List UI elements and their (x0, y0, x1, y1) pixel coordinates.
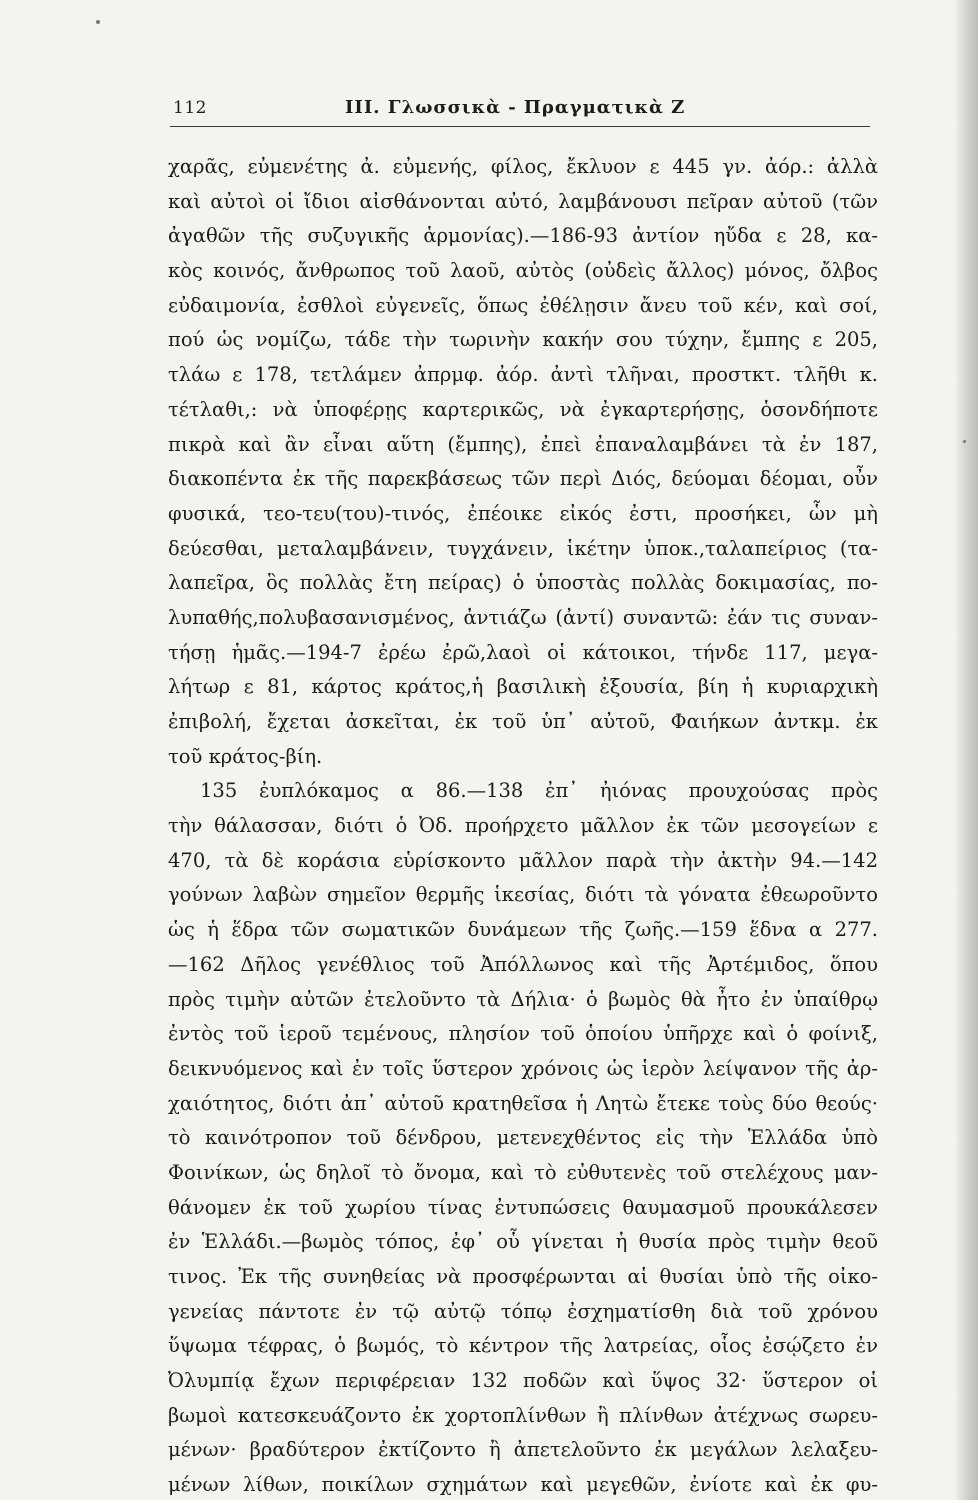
text-line: βωμοὶ κατεσκευάζοντο ἐκ χορτοπλίνθων ἢ πλίνθων ἀτέχνως σωρευ- (168, 1403, 878, 1427)
text-line: εὐδαιμονία, ἐσθλοὶ εὐγενεῖς, ὅπως ἐθέλῃσιν ἄνευ τοῦ κέν, καὶ σοί, (168, 293, 878, 317)
paper-speck (96, 20, 100, 24)
running-head: III. Γλωσσικὰ - Πραγματικὰ Ζ (345, 97, 686, 118)
text-line: —162 Δῆλος γενέθλιος τοῦ Ἀπόλλωνος καὶ τῆς Ἀρτέμιδος, ὅπου (168, 952, 878, 976)
text-line: χαιότητος, διότι ἀπ᾽ αὐτοῦ κρατηθεῖσα ἡ Λητὼ ἔτεκε τοὺς δύο θεούς· (168, 1091, 878, 1115)
text-line: γενείας πάντοτε ἐν τῷ αὐτῷ τόπῳ ἐσχηματίσθη διὰ τοῦ χρόνου (168, 1299, 878, 1323)
text-line: τήσῃ ἡμᾶς.—194-7 ἐρέω ἐρῶ,λαοὶ οἱ κάτοικοι, τήνδε 117, μεγα- (168, 640, 878, 664)
text-line: ὕψωμα τέφρας, ὁ βωμός, τὸ κέντρον τῆς λατρείας, οἷος ἐσῴζετο ἐν (168, 1334, 878, 1358)
text-line: ἀγαθῶν τῆς συζυγικῆς ἁρμονίας).—186-93 ἀντίον ηὔδα ε 28, κα- (168, 224, 878, 248)
text-line: τλάω ε 178, τετλάμεν ἀπρμφ. ἀόρ. ἀντὶ τλῆναι, προστκτ. τλῆθι κ. (168, 363, 878, 387)
text-line: λυπαθής,πολυβασανισμένος, ἀντιάζω (ἀντί) συναντῶ: ἐάν τις συναν- (168, 605, 878, 629)
commentary-text (168, 150, 878, 1503)
text-line: μένων· βραδύτερον ἐκτίζοντο ἢ ἀπετελοῦντο ἐκ μεγάλων λελαξευ- (168, 1438, 878, 1462)
text-line: 470, τὰ δὲ κοράσια εὑρίσκοντο μᾶλλον παρὰ τὴν ἀκτὴν 94.—142 (168, 848, 878, 872)
text-line: δεικνυόμενος καὶ ἐν τοῖς ὕστερον χρόνοις ὡς ἱερὸν λείψανον τῆς ἀρ- (168, 1056, 878, 1080)
text-line: μένων λίθων, ποικίλων σχημάτων καὶ μεγεθῶν, ἐνίοτε καὶ ἐκ φυ- (168, 1473, 878, 1497)
text-line: λαπεῖρα, ὃς πολλὰς ἔτη πείρας) ὁ ὑποστὰς πολλὰς δοκιμασίας, πο- (168, 571, 878, 595)
text-line-paragraph-end: τοῦ κράτος-βίη. (168, 744, 323, 768)
text-line: φυσικά, τεο-τευ(του)-τινός, ἐπέοικε εἰκός ἐστι, προσήκει, ὧν μὴ (168, 501, 878, 525)
page-header (0, 92, 978, 126)
text-line: πρὸς τιμὴν αὐτῶν ἐτελοῦντο τὰ Δήλια· ὁ βωμὸς θὰ ἦτο ἐν ὑπαίθρῳ (168, 987, 878, 1011)
text-line: τινος. Ἐκ τῆς συνηθείας νὰ προσφέρωνται αἱ θυσίαι ὑπὸ τῆς οἰκο- (168, 1265, 878, 1288)
text-line-paragraph-start: 135 ἐυπλόκαμος α 86.—138 ἐπ᾽ ἠιόνας προυχούσας πρὸς (200, 779, 878, 803)
text-line: Ὀλυμπίᾳ ἔχων περιφέρειαν 132 ποδῶν καὶ ὕψος 32· ὕστερον οἱ (168, 1369, 878, 1393)
text-line: διακοπέντα ἐκ τῆς παρεκβάσεως τῶν περὶ Διός, δεύομαι δέομαι, οὖν (168, 467, 878, 491)
paper-speck (963, 440, 966, 443)
text-line: ἐν Ἑλλάδι.—βωμὸς τόπος, ἐφ᾽ οὗ γίνεται ἡ θυσία πρὸς τιμὴν θεοῦ (168, 1230, 878, 1254)
text-line: τέτλαθι,: νὰ ὑποφέρῃς καρτερικῶς, νὰ ἐγκαρτερήσῃς, ὁσονδήποτε (168, 397, 878, 421)
text-line: πού ὡς νομίζω, τάδε τὴν τωρινὴν κακήν σου τύχην, ἔμπης ε 205, (168, 328, 878, 352)
text-line: πικρὰ καὶ ἂν εἶναι αὕτη (ἔμπης), ἐπεὶ ἐπαναλαμβάνει τὰ ἐν 187, (168, 432, 878, 456)
text-line: τὸ καινότροπον τοῦ δένδρου, μετενεχθέντος εἰς τὴν Ἑλλάδα ὑπὸ (168, 1126, 878, 1150)
header-rule (170, 126, 870, 127)
text-line: χαρᾶς, εὐμενέτης ἀ. εὐμενής, φίλος, ἔκλυον ε 445 γν. ἀόρ.: ἀλλὰ (168, 155, 878, 178)
text-line: ἐντὸς τοῦ ἱεροῦ τεμένους, πλησίον τοῦ ὁποίου ὑπῆρχε καὶ ὁ φοίνιξ, (168, 1022, 878, 1046)
text-line: τὴν θάλασσαν, διότι ὁ Ὀδ. προήρχετο μᾶλλον ἐκ τῶν μεσογείων ε (168, 814, 878, 838)
text-line: ἐπιβολή, ἔχεται ἀσκεῖται, ἐκ τοῦ ὑπ᾽ αὐτοῦ, Φαιήκων ἀντκμ. ἐκ (168, 710, 878, 733)
text-line: θάνομεν ἐκ τοῦ χωρίου τίνας ἐντυπώσεις θαυμασμοῦ προυκάλεσεν (168, 1195, 878, 1219)
page-number: 112 (173, 98, 207, 118)
text-line: γούνων λαβὼν σημεῖον θερμῆς ἱκεσίας, διότι τὰ γόνατα ἐθεωροῦντο (168, 883, 878, 907)
text-line: δεύεσθαι, μεταλαμβάνειν, τυγχάνειν, ἱκέτην ὑποκ.,ταλαπείριος (τα- (168, 536, 878, 560)
text-line: καὶ αὐτοὶ οἱ ἴδιοι αἰσθάνονται αὐτό, λαμβάνουσι πεῖραν αὐτοῦ (τῶν (168, 189, 878, 213)
text-line: λήτωρ ε 81, κάρτος κράτος,ἡ βασιλικὴ ἐξουσία, βίη ἡ κυριαρχικὴ (168, 675, 878, 699)
text-line: Φοινίκων, ὡς δηλοῖ τὸ ὄνομα, καὶ τὸ εὐθυτενὲς τοῦ στελέχους μαν- (168, 1160, 878, 1184)
text-line: ὡς ἡ ἕδρα τῶν σωματικῶν δυνάμεων τῆς ζωῆς.—159 ἕδνα α 277. (168, 918, 878, 942)
text-line: κὸς κοινός, ἄνθρωπος τοῦ λαοῦ, αὐτὸς (οὐδεὶς ἄλλος) μόνος, ὄλβος (168, 259, 878, 283)
page-edge-shadow (956, 0, 978, 1500)
